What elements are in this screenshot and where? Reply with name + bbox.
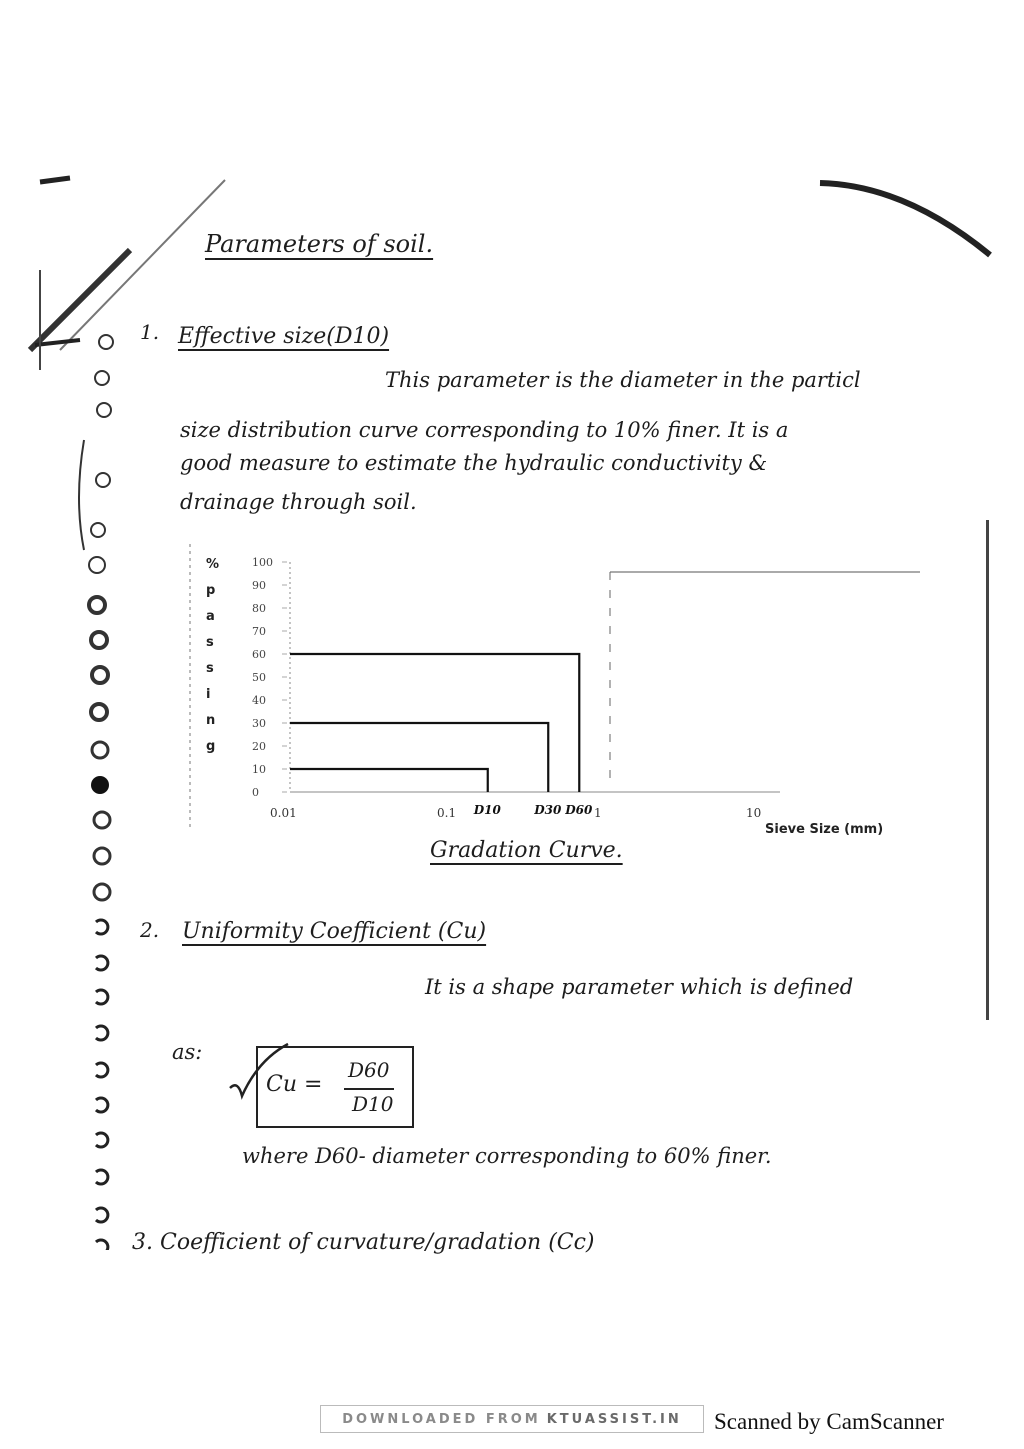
- y-tick-label: 0: [252, 786, 259, 799]
- y-tick-label: 60: [252, 648, 266, 661]
- chart-caption: Gradation Curve.: [430, 838, 623, 863]
- watermark-site: KTUASSIST.IN: [546, 1411, 682, 1427]
- y-tick-label: 10: [252, 763, 266, 776]
- y-tick-label: 40: [252, 694, 266, 707]
- paragraph-line: This parameter is the diameter in the particl: [385, 368, 861, 392]
- y-axis-label: [206, 557, 219, 754]
- y-tick-label: 70: [252, 625, 266, 638]
- section-number: 2.: [140, 918, 160, 942]
- y-tick-label: 20: [252, 740, 266, 753]
- definition-line: where D60- diameter corresponding to 60% finer.: [242, 1144, 772, 1168]
- y-label-letter: %: [206, 557, 220, 572]
- y-label-letter: p: [206, 583, 216, 598]
- y-tick-label: 30: [252, 717, 266, 730]
- x-tick-labels: [270, 806, 761, 820]
- x-tick-label: 0.01: [270, 806, 297, 820]
- marker-line-d30: [290, 723, 548, 792]
- watermark-prefix: DOWNLOADED FROM: [342, 1411, 541, 1427]
- y-tick-label: 100: [252, 556, 273, 569]
- x-tick-label: 10: [746, 806, 762, 820]
- y-label-letter: i: [206, 687, 211, 702]
- paragraph-line: size distribution curve corresponding to 10% finer. It is a: [180, 418, 789, 442]
- y-label-letter: g: [206, 739, 216, 754]
- y-tick-labels: [252, 556, 287, 799]
- section-number: 3.: [132, 1230, 153, 1255]
- section-heading: Effective size(D10): [178, 324, 390, 349]
- marker-label-d10: D10: [473, 803, 501, 817]
- fraction-bar: [344, 1088, 394, 1090]
- chart-markers: [290, 654, 593, 817]
- y-label-letter: a: [206, 609, 215, 624]
- formula-lhs: Cu =: [266, 1072, 323, 1097]
- formula-numerator: D60: [348, 1058, 390, 1082]
- scanner-credit: Scanned by CamScanner: [714, 1409, 944, 1434]
- paragraph-line: drainage through soil.: [180, 490, 417, 514]
- y-label-letter: s: [206, 661, 214, 676]
- x-tick-label: 0.1: [437, 806, 457, 820]
- formula-denominator: D10: [352, 1092, 394, 1116]
- section-heading: [132, 1230, 595, 1255]
- paragraph-line: good measure to estimate the hydraulic conductivity &: [180, 451, 768, 475]
- download-watermark: [320, 1405, 704, 1433]
- section-heading: Uniformity Coefficient (Cu): [182, 919, 487, 944]
- as-label: as:: [172, 1040, 203, 1064]
- y-tick-label: 90: [252, 579, 266, 592]
- section-heading-text: Coefficient of curvature/gradation (Cc): [160, 1230, 595, 1255]
- paragraph-line: It is a shape parameter which is defined: [425, 975, 854, 999]
- y-tick-label: 80: [252, 602, 266, 615]
- y-label-letter: n: [206, 713, 216, 728]
- x-tick-label: 1: [594, 806, 602, 820]
- marker-label-d60: D60: [565, 803, 593, 817]
- scan-right-edge: [986, 520, 989, 1020]
- x-axis-label: Sieve Size (mm): [765, 822, 884, 837]
- scan-edge-artifact: [815, 175, 995, 265]
- marker-label-d30: D30: [534, 803, 562, 817]
- page-title: Parameters of soil.: [205, 230, 434, 258]
- y-label-letter: s: [206, 635, 214, 650]
- chart-frame: [190, 544, 920, 828]
- y-tick-label: 50: [252, 671, 266, 684]
- marker-line-d10: [290, 769, 488, 792]
- section-number: 1.: [140, 320, 160, 344]
- gradation-chart: [180, 538, 940, 838]
